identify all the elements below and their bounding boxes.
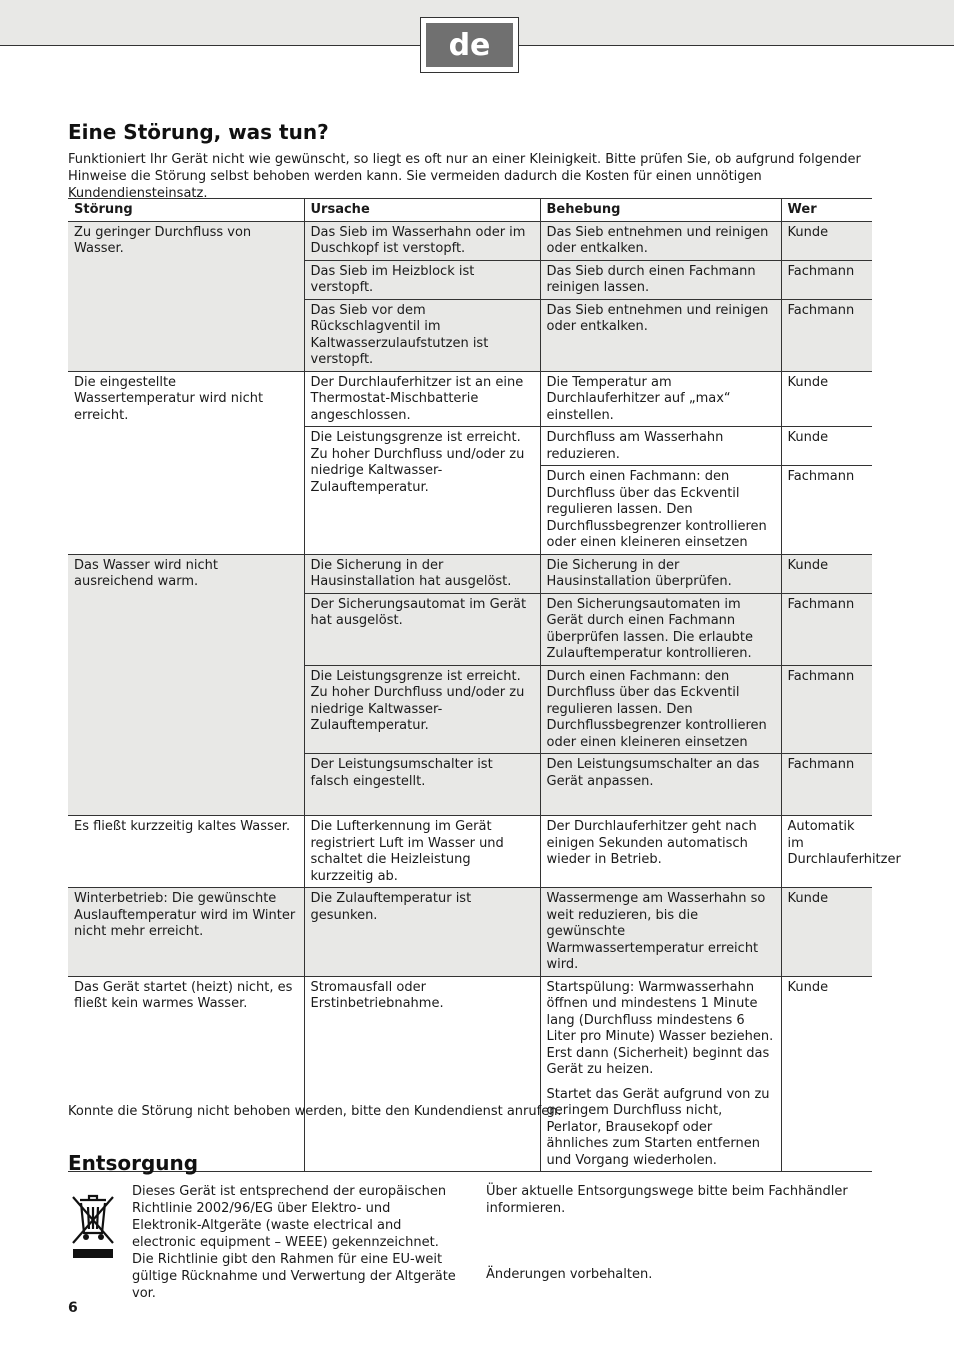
- cell-behebung: [540, 976, 781, 1172]
- cell-ursache: Der Sicherungsautomat im Gerät hat ausgelöst.: [304, 593, 540, 665]
- behebung-hinweis: Startet das Gerät aufgrund von zu geringem Durchfluss nicht, Perlator, Brausekopf oder ähnliches zum Starten entfernen und Vorgang wiederholen.: [546, 1086, 770, 1168]
- disposal-weee-text: Dieses Gerät ist entsprechend der europäischen Richtlinie 2002/96/EG über Elektro- und Elektronik-Altgeräte (waste electrical and electronic equipment – WEEE) gekennzeichnet. Die Richtlinie gibt den Rahmen für eine EU-weit gültige Rücknahme und Verwertung der Altgeräte vor.: [132, 1184, 456, 1301]
- cell-ursache: Das Sieb im Wasserhahn oder im Duschkopf ist verstopft.: [304, 221, 540, 260]
- cell-behebung: Die Temperatur am Durchlauferhitzer auf „max“ einstellen.: [540, 371, 781, 427]
- column-header: Störung: [68, 199, 304, 222]
- cell-ursache: Die Zulauftemperatur ist gesunken.: [304, 888, 540, 977]
- cell-stoerung: Zu geringer Durchfluss von Wasser.: [68, 221, 304, 371]
- cell-wer: Kunde: [781, 221, 872, 260]
- cell-wer: Fachmann: [781, 593, 872, 665]
- cell-behebung: Das Sieb entnehmen und reinigen oder entkalken.: [540, 221, 781, 260]
- section-title-disposal: Entsorgung: [68, 1151, 199, 1175]
- cell-wer: Automatik im Durchlauferhitzer: [781, 816, 872, 888]
- cell-behebung: Der Durchlauferhitzer geht nach einigen Sekunden automatisch wieder in Betrieb.: [540, 816, 781, 888]
- table-row: [68, 816, 872, 888]
- table-row: [68, 554, 872, 593]
- cell-behebung: Den Leistungsumschalter an das Gerät anpassen.: [540, 754, 781, 816]
- cell-wer: Kunde: [781, 554, 872, 593]
- cell-wer: Fachmann: [781, 754, 872, 816]
- page-number: 6: [68, 1300, 78, 1316]
- cell-ursache: Die Lufterkennung im Gerät registriert Luft im Wasser und schaltet die Heizleistung kurzzeitig ab.: [304, 816, 540, 888]
- cell-ursache: Die Leistungsgrenze ist erreicht. Zu hoher Durchfluss und/oder zu niedrige Kaltwasser-Zulauftemperatur.: [304, 665, 540, 754]
- cell-wer: Fachmann: [781, 299, 872, 371]
- section-title-troubleshooting: Eine Störung, was tun?: [68, 120, 329, 144]
- cell-behebung: Den Sicherungsautomaten im Gerät durch einen Fachmann überprüfen lassen. Die erlaubte Zulauftemperatur kontrollieren.: [540, 593, 781, 665]
- cell-stoerung: Die eingestellte Wassertemperatur wird nicht erreicht.: [68, 371, 304, 554]
- cell-ursache: Das Sieb vor dem Rückschlagventil im Kaltwasserzulaufstutzen ist verstopft.: [304, 299, 540, 371]
- cell-behebung: Wassermenge am Wasserhahn so weit reduzieren, bis die gewünschte Warmwassertemperatur erreicht wird.: [540, 888, 781, 977]
- cell-behebung: Durch einen Fachmann: den Durchfluss über das Eckventil regulieren lassen. Den Durchflussbegrenzer kontrollieren oder einen kleineren einsetzen: [540, 466, 781, 555]
- cell-ursache: Die Leistungsgrenze ist erreicht. Zu hoher Durchfluss und/oder zu niedrige Kaltwasser-Zulauftemperatur.: [304, 427, 540, 555]
- cell-ursache: Der Durchlauferhitzer ist an eine Thermostat-Mischbatterie angeschlossen.: [304, 371, 540, 427]
- column-header: Wer: [781, 199, 872, 222]
- disposal-dealer-text: Über aktuelle Entsorgungswege bitte beim Fachhändler informieren.: [486, 1184, 848, 1216]
- cell-stoerung: Das Wasser wird nicht ausreichend warm.: [68, 554, 304, 816]
- cell-behebung: Durchfluss am Wasserhahn reduzieren.: [540, 427, 781, 466]
- troubleshooting-table: [68, 198, 901, 1172]
- cell-wer: Fachmann: [781, 665, 872, 754]
- language-label: de: [426, 23, 513, 67]
- changes-reserved-text: Änderungen vorbehalten.: [486, 1267, 653, 1282]
- table-row: [68, 371, 872, 427]
- cell-stoerung: Es fließt kurzzeitig kaltes Wasser.: [68, 816, 304, 888]
- cell-wer: Kunde: [781, 976, 872, 1172]
- cell-wer: Fachmann: [781, 260, 872, 299]
- cell-wer: Kunde: [781, 427, 872, 466]
- table-header-row: [68, 199, 872, 222]
- cell-ursache: Die Sicherung in der Hausinstallation hat ausgelöst.: [304, 554, 540, 593]
- cell-wer: Kunde: [781, 888, 872, 977]
- intro-text: Funktioniert Ihr Gerät nicht wie gewünscht, so liegt es oft nur an einer Kleinigkeit. Bitte prüfen Sie, ob aufgrund folgender Hinweise die Störung selbst behoben werden kann. Sie vermeiden dadurch die Kosten für einen unnötigen Kundendiensteinsatz.: [68, 152, 861, 201]
- table-row: [68, 976, 872, 1172]
- weee-crossed-bin-icon: [70, 1191, 116, 1261]
- cell-ursache: Der Leistungsumschalter ist falsch eingestellt.: [304, 754, 540, 816]
- cell-behebung: Das Sieb durch einen Fachmann reinigen lassen.: [540, 260, 781, 299]
- cell-behebung: Die Sicherung in der Hausinstallation überprüfen.: [540, 554, 781, 593]
- cell-stoerung: Winterbetrieb: Die gewünschte Auslauftemperatur wird im Winter nicht mehr erreicht.: [68, 888, 304, 977]
- behebung-startspuelung: Startspülung: Warmwasserhahn öffnen und mindestens 1 Minute lang (Durchfluss mindestens 6 Liter pro Minute) Wasser beziehen. Erst dann (Sicherheit) beginnt das Gerät zu heizen.: [546, 979, 774, 1077]
- table-row: [68, 888, 872, 977]
- cell-wer: Fachmann: [781, 466, 872, 555]
- cell-behebung: Durch einen Fachmann: den Durchfluss über das Eckventil regulieren lassen. Den Durchflussbegrenzer kontrollieren oder einen kleineren einsetzen: [540, 665, 781, 754]
- cell-stoerung: Das Gerät startet (heizt) nicht, es fließt kein warmes Wasser.: [68, 976, 304, 1172]
- column-header: Ursache: [304, 199, 540, 222]
- troubleshooting-footnote: Konnte die Störung nicht behoben werden, bitte den Kundendienst anrufen.: [68, 1104, 562, 1119]
- cell-wer: Kunde: [781, 371, 872, 427]
- cell-ursache: Das Sieb im Heizblock ist verstopft.: [304, 260, 540, 299]
- language-badge: [420, 17, 519, 73]
- cell-behebung: Das Sieb entnehmen und reinigen oder entkalken.: [540, 299, 781, 371]
- table-row: [68, 221, 872, 260]
- cell-ursache: Stromausfall oder Erstinbetriebnahme.: [304, 976, 540, 1172]
- column-header: Behebung: [540, 199, 781, 222]
